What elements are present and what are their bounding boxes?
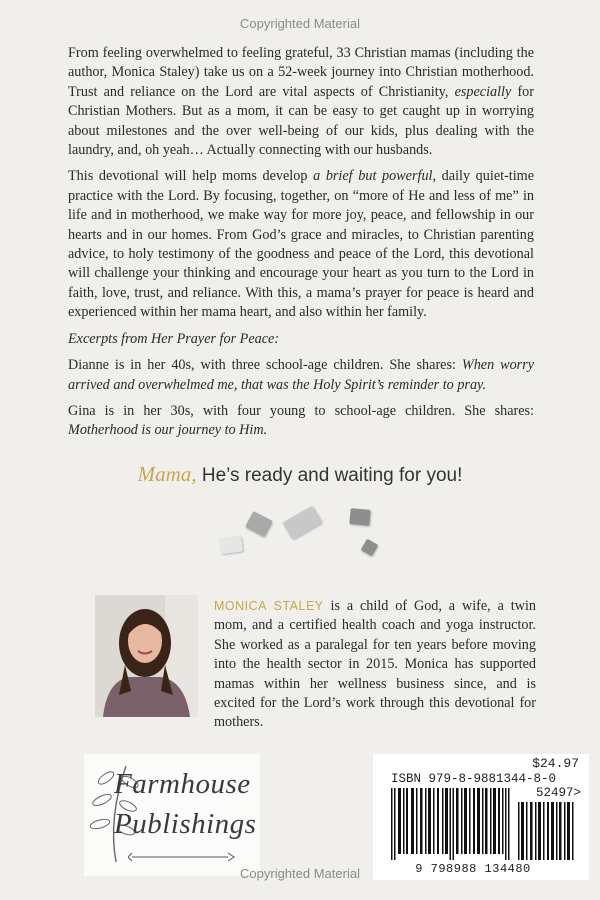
- description: [68, 44, 534, 448]
- price: $24.97: [532, 756, 579, 771]
- excerpts-heading: Excerpts from Her Prayer for Peace:: [68, 330, 280, 347]
- watermark-bottom: Copyrighted Material: [240, 866, 360, 881]
- excerpt-gina: Gina is in her 30s, with four young to school-age children. She shares: Motherhood is our journey to Him.: [68, 402, 534, 439]
- publisher-name-line2: Publishings: [114, 808, 257, 840]
- toy-bricks-decoration: [215, 505, 385, 565]
- barcode-number: 9 798988 134480: [415, 862, 531, 876]
- excerpt-dianne: Dianne is in her 40s, with three school-age children. She shares: When worry arrived and overwhelmed me, that was the Holy Spirit’s reminder to pray.: [68, 357, 535, 393]
- author-photo: [95, 595, 198, 717]
- price-addon-code: 52497>: [535, 786, 581, 800]
- watermark-top: Copyrighted Material: [240, 16, 360, 31]
- barcode-panel: [373, 754, 589, 880]
- isbn-barcode: [391, 788, 511, 860]
- arrow-divider-icon: [128, 850, 238, 864]
- tagline: Mama, He’s ready and waiting for you!: [137, 462, 463, 486]
- description-paragraph-1: From feeling overwhelmed to feeling grateful, 33 Christian mamas (including the author, Monica Staley) take us on a 52-week journey into Christian motherhood. Trust and reliance on the Lord are vital aspects of Christianity, especially for Christian Mothers. But as a mom, it can be easy to get caught up in worrying about milestones and the over well-being of our kids, plus dealing with the laundry, and, oh yeah… Actually connecting with our husbands.: [68, 45, 534, 159]
- publisher-logo: [84, 754, 260, 876]
- price-addon-barcode: [518, 802, 578, 860]
- author-name: MONICA STALEY: [214, 599, 324, 613]
- author-bio: MONICA STALEY is a child of God, a wife, a twin mom, and a certified health coach and yoga instructor. She worked as a paralegal for ten years before moving into the health sector in 2015. Monica has supported mamas within her wellness business since, and is excited for the Lord’s work through this devotional for mothers.: [214, 598, 536, 731]
- isbn: ISBN 979-8-9881344-8-0: [391, 772, 557, 786]
- publisher-name-line1: Farmhouse: [114, 768, 251, 800]
- description-paragraph-2: This devotional will help moms develop a brief but powerful, daily quiet-time practice with the Lord. By focusing, together, on “more of He and less of me” in life and in motherhood, we make way for more joy, peace, and fellowship in our hearts and in our homes. From God’s grace and miracles, to Christian parenting advice, to holy testimony of the goodness and peace of the Lord, this devotional will challenge your thinking and encourage your heart as you turn to the Lord in faith, love, trust, and reliance. With this, a mama’s prayer for peace is heard and experienced within her mama heart, and also within her family.: [68, 168, 534, 321]
